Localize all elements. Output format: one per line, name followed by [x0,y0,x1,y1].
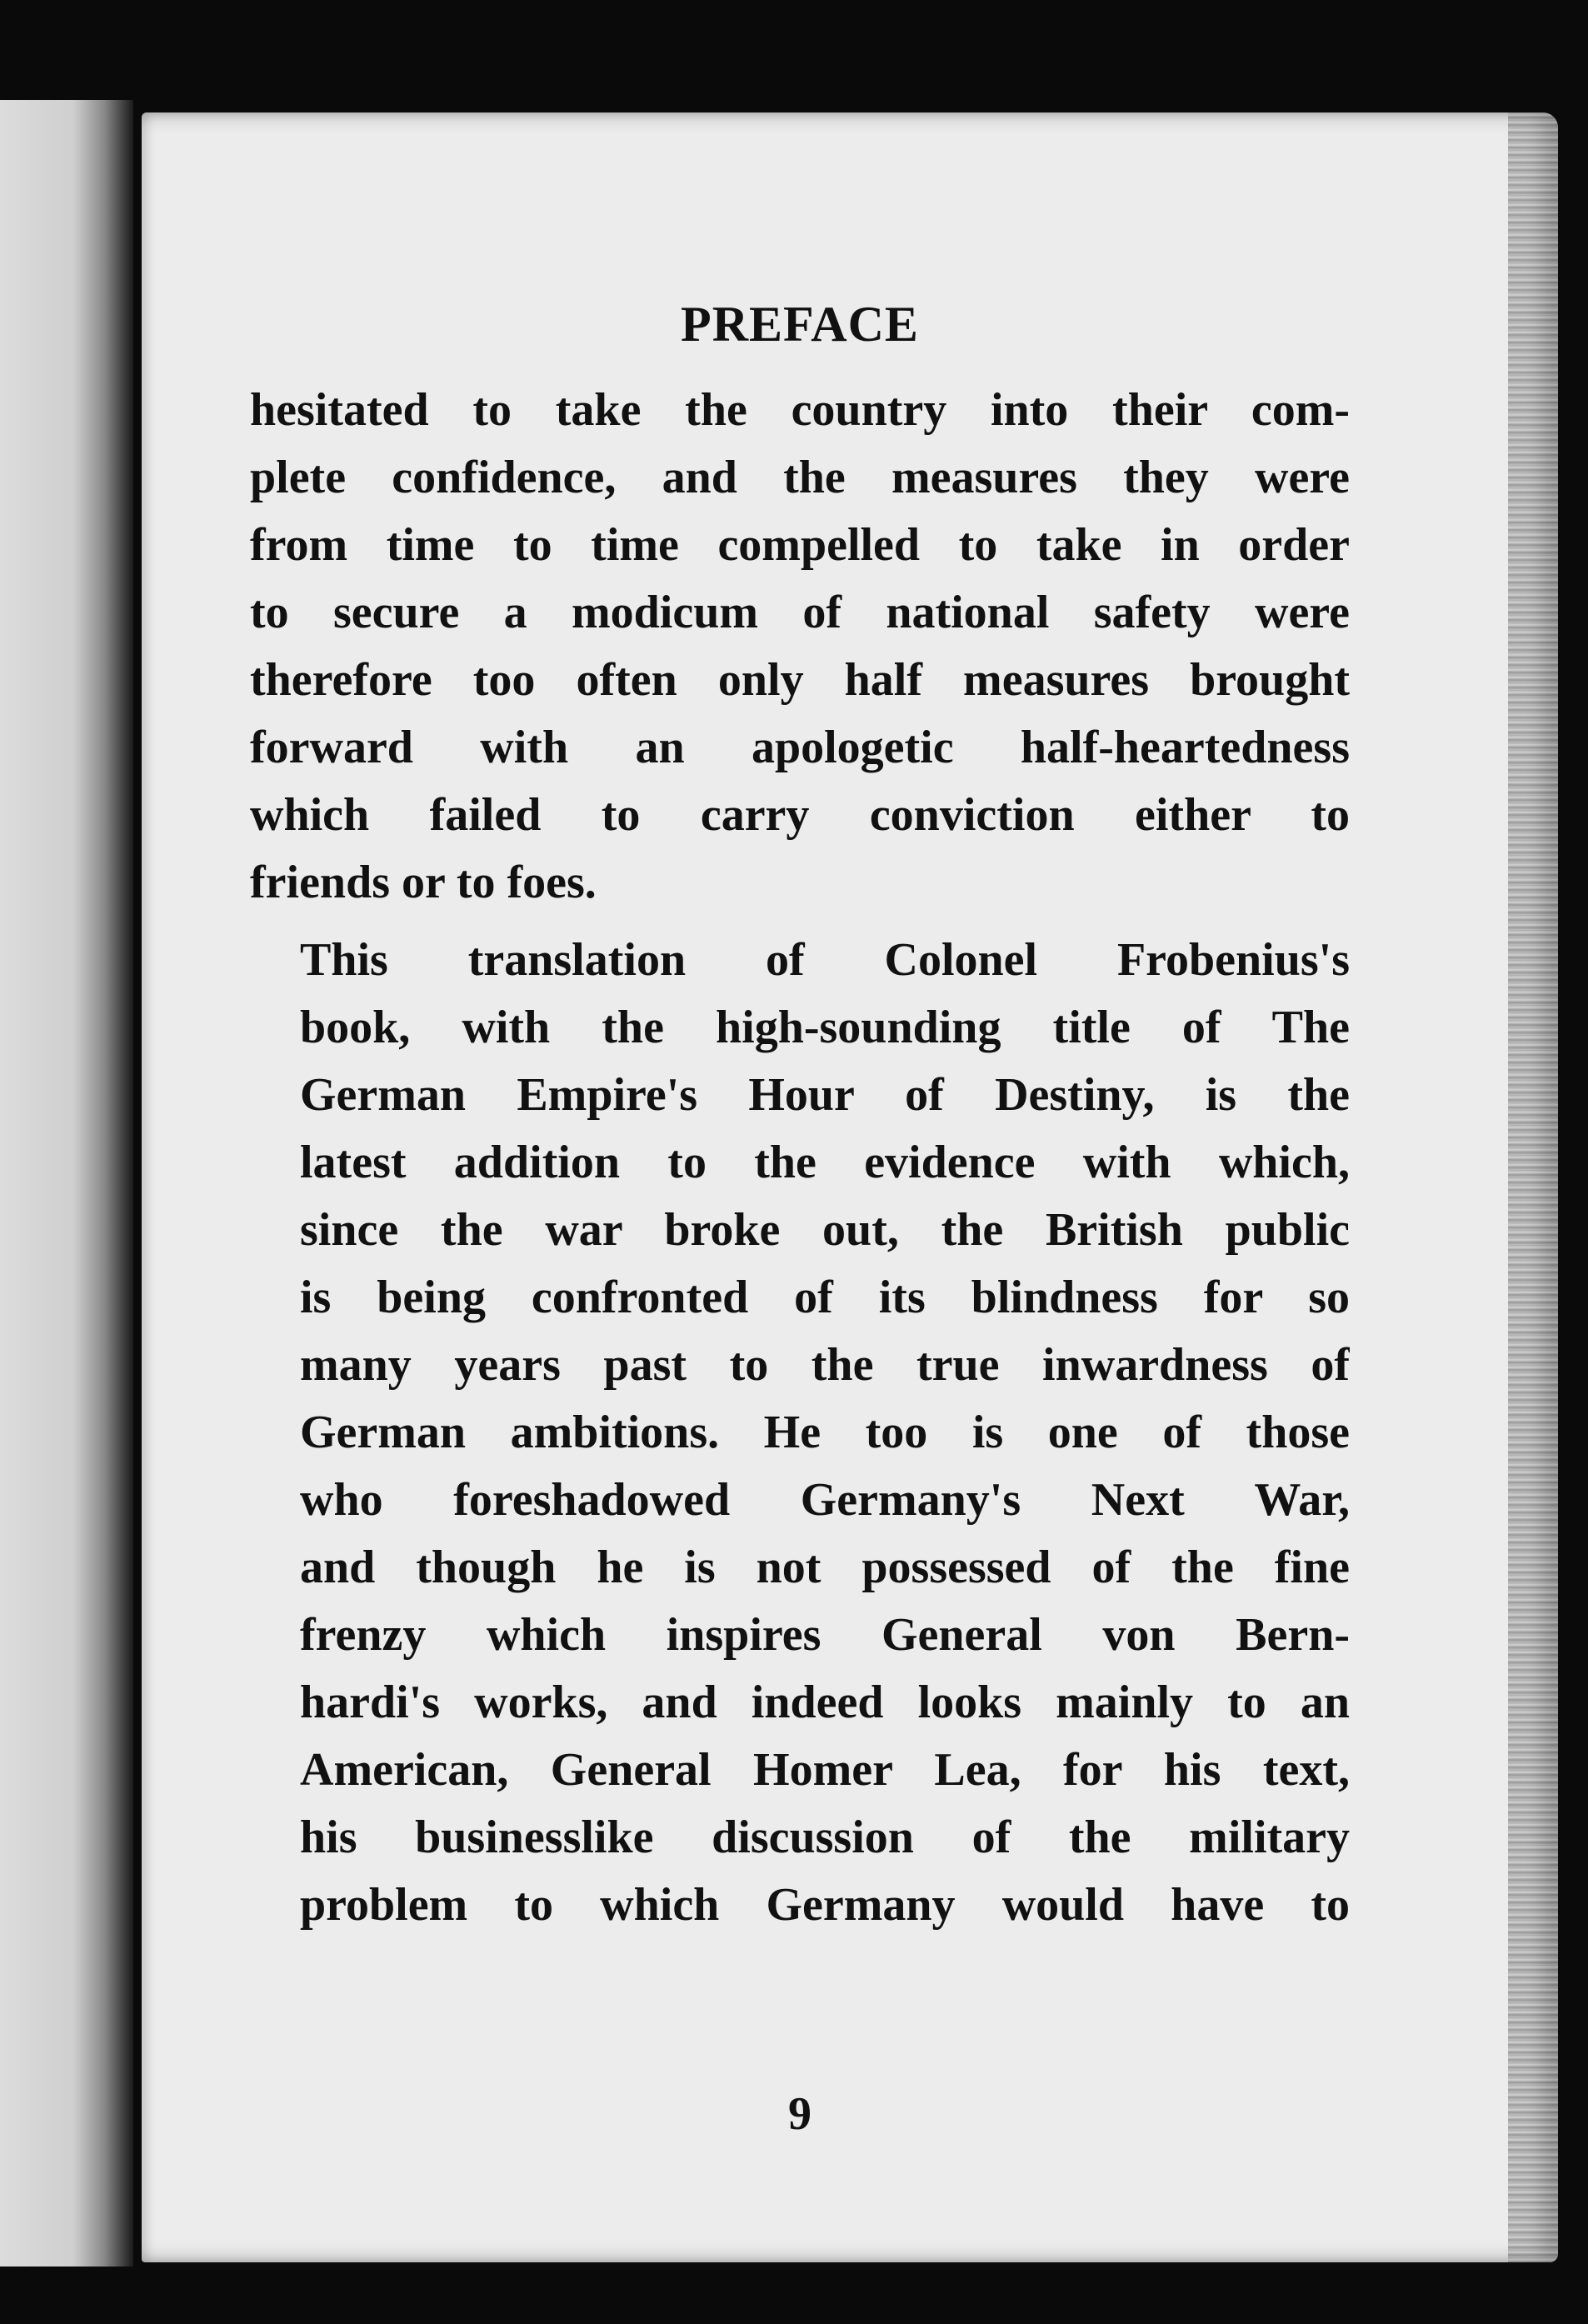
page-number: 9 [788,2088,811,2140]
text-line: who foreshadowed Germany's Next War, [300,1474,1350,1526]
facing-page-edge [0,100,133,2267]
text-line: therefore too often only half measures brought [250,654,1350,706]
text-line: hardi's works, and indeed looks mainly to an [300,1677,1350,1728]
text-line: friends or to foes. [250,857,597,908]
text-line: since the war broke out, the British public [300,1204,1350,1256]
text-line: frenzy which inspires General von Bern- [300,1609,1350,1661]
text-line: This translation of Colonel Frobenius's [300,934,1350,986]
text-line: plete confidence, and the measures they were [250,452,1350,503]
text-line: from time to time compelled to take in order [250,519,1350,571]
text-line: to secure a modicum of national safety were [250,587,1350,638]
text-line: and though he is not possessed of the fine [300,1542,1350,1593]
text-line: problem to which Germany would have to [300,1879,1350,1931]
text-line: book, with the high-sounding title of The [300,1002,1350,1053]
book-page [142,112,1558,2262]
text-line: hesitated to take the country into their com- [250,384,1350,436]
running-head: PREFACE [681,297,919,352]
text-line: which failed to carry conviction either to [250,789,1350,841]
text-line: latest addition to the evidence with which, [300,1137,1350,1188]
paragraph-2 [250,927,1350,1939]
paragraph-1 [250,377,1350,917]
text-line: his businesslike discussion of the military [300,1812,1350,1863]
text-line: American, General Homer Lea, for his text, [300,1744,1350,1796]
text-line: many years past to the true inwardness of [300,1339,1350,1391]
page-stack-edge [1508,112,1558,2262]
text-line: is being confronted of its blindness for so [300,1272,1350,1323]
text-line: German ambitions. He too is one of those [300,1407,1350,1458]
text-line: German Empire's Hour of Destiny, is the [300,1069,1350,1121]
text-line: forward with an apologetic half-heartedness [250,722,1350,773]
page-content [250,296,1350,2140]
